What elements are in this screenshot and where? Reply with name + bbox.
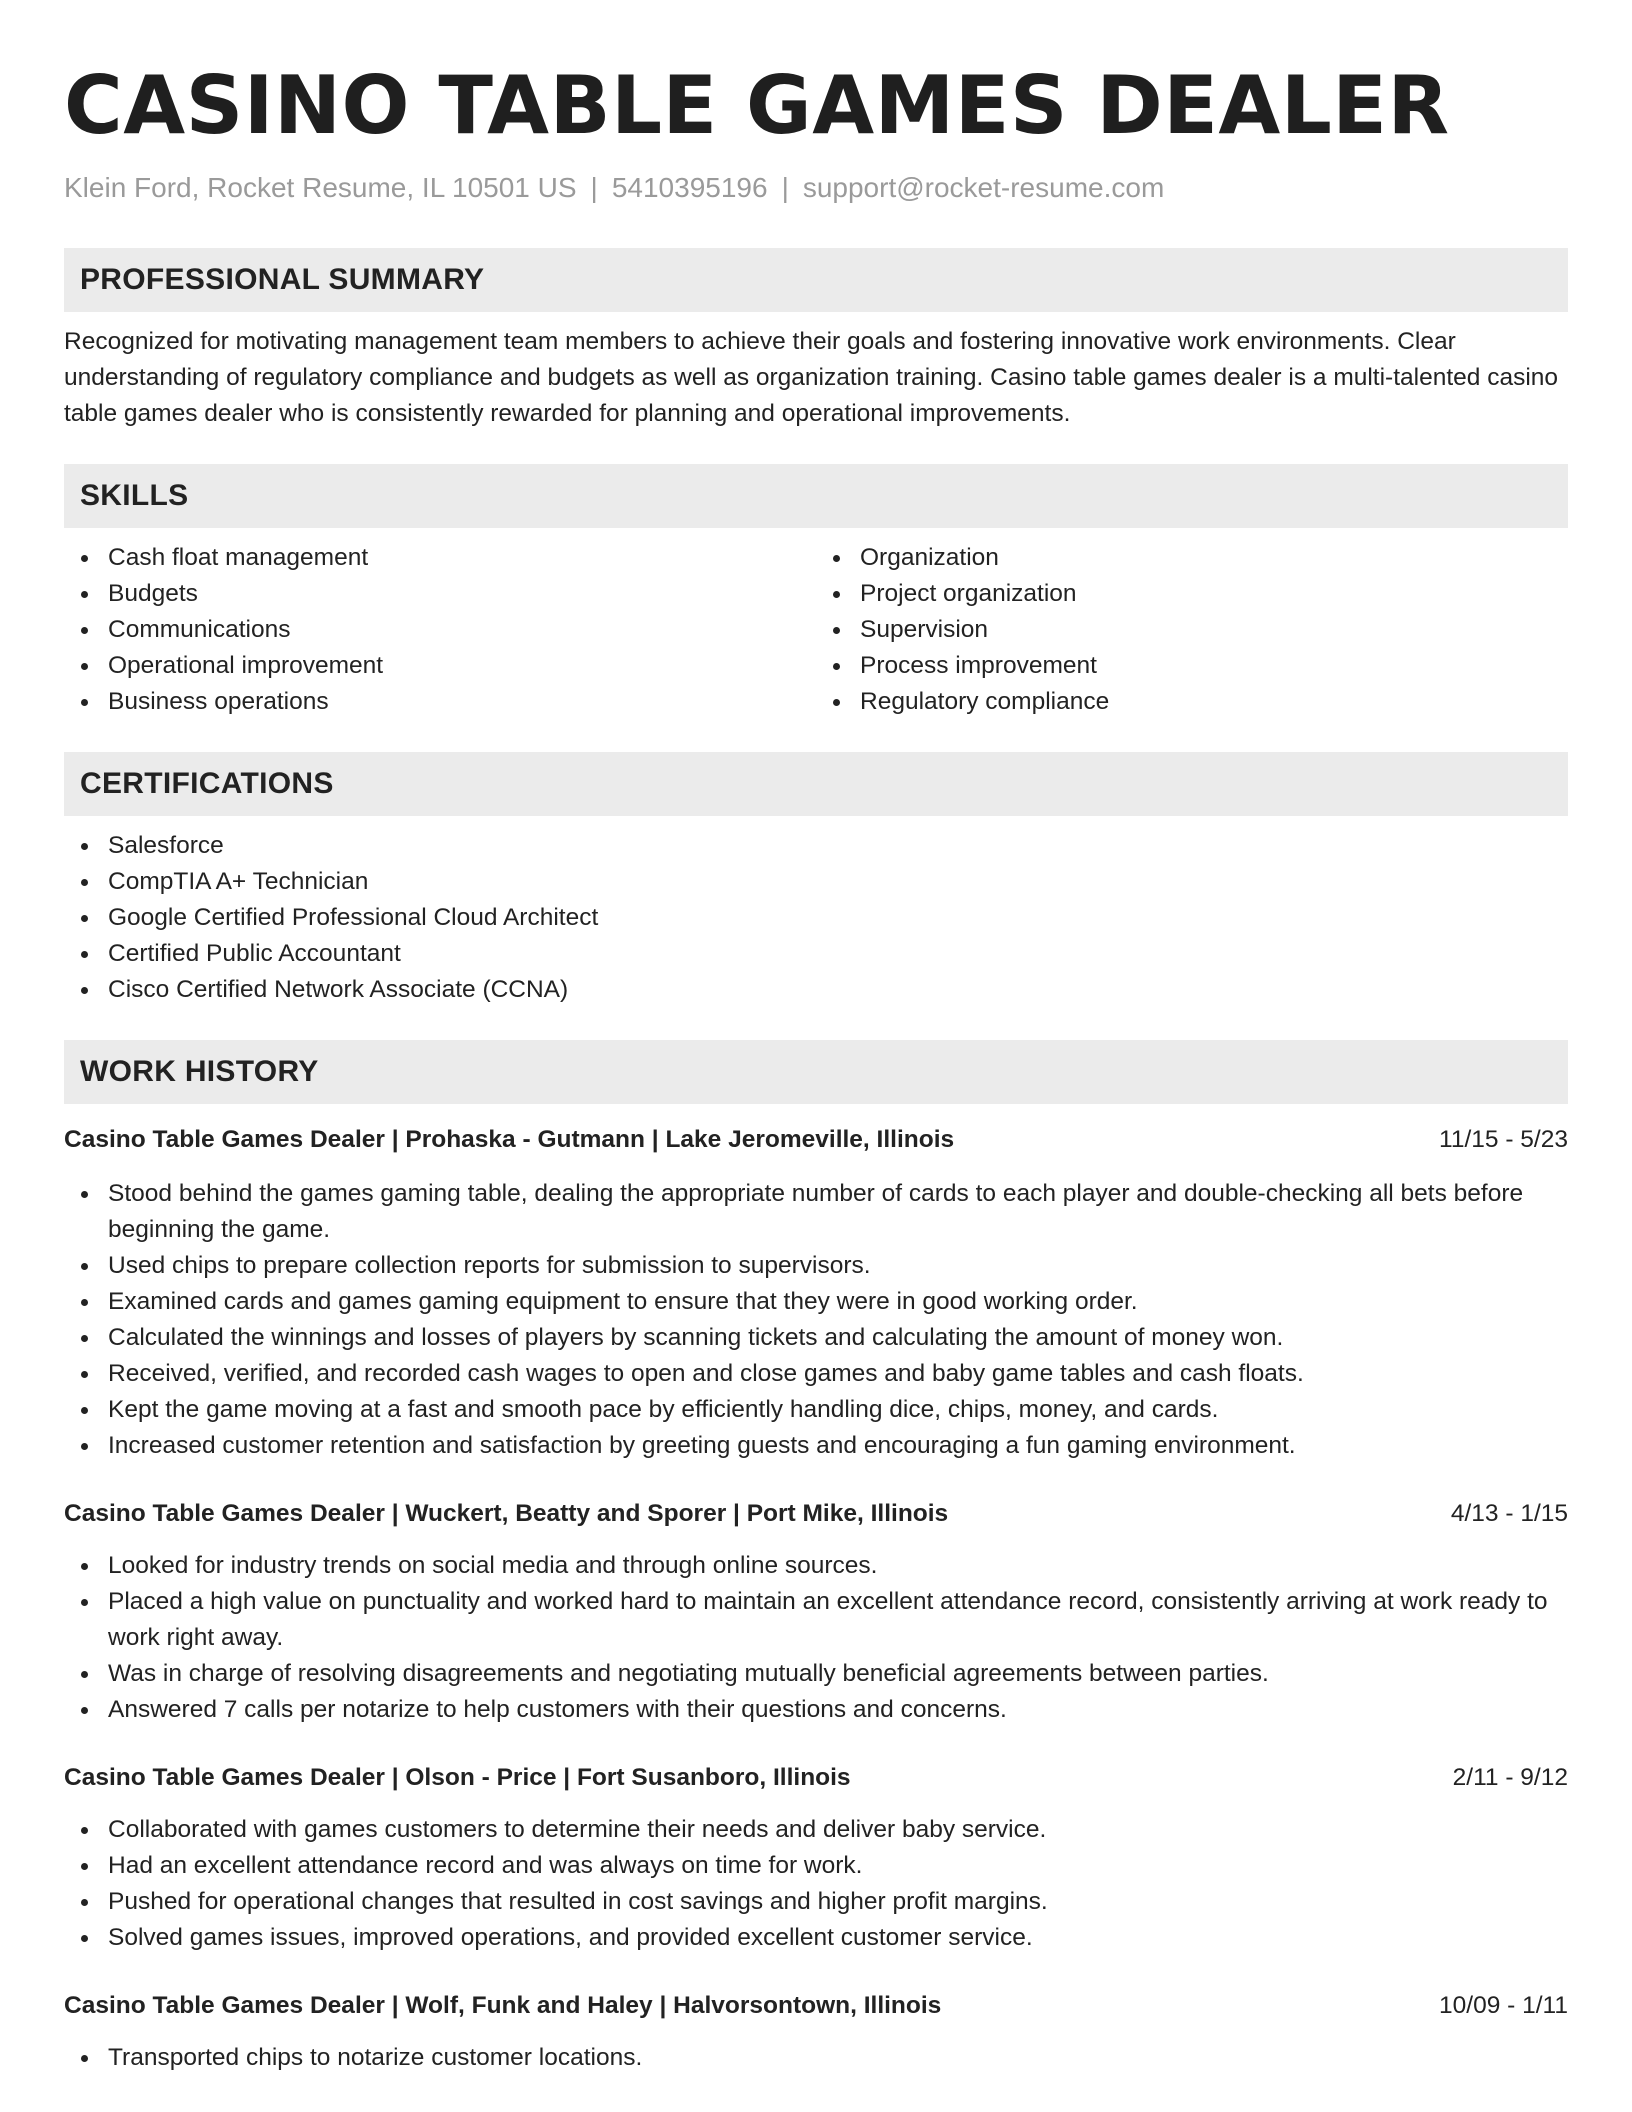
job-duties-list xyxy=(64,1176,1568,1464)
job-duty-item: Received, verified, and recorded cash wages to open and close games and baby game tables and cash floats. xyxy=(64,1356,1568,1392)
skills-heading: SKILLS xyxy=(64,464,1568,528)
contact-email: support@rocket-resume.com xyxy=(802,172,1165,203)
certification-item: Cisco Certified Network Associate (CCNA) xyxy=(64,972,1568,1008)
certifications-heading: CERTIFICATIONS xyxy=(64,752,1568,816)
skill-item: Budgets xyxy=(64,576,816,612)
work-history-heading: WORK HISTORY xyxy=(64,1040,1568,1104)
skills-list-left xyxy=(64,540,816,720)
certification-item: Certified Public Accountant xyxy=(64,936,1568,972)
certifications-list xyxy=(64,828,1568,1008)
job-duty-item: Used chips to prepare collection reports for submission to supervisors. xyxy=(64,1248,1568,1284)
skill-item: Regulatory compliance xyxy=(816,684,1568,720)
job-entry xyxy=(64,1760,1568,1956)
job-duty-item: Stood behind the games gaming table, dealing the appropriate number of cards to each player and double-checking all bets before beginning the game. xyxy=(64,1176,1568,1248)
job-duties-list xyxy=(64,1548,1568,1728)
certification-item: CompTIA A+ Technician xyxy=(64,864,1568,900)
job-duty-item: Pushed for operational changes that resulted in cost savings and higher profit margins. xyxy=(64,1884,1568,1920)
job-duty-item: Calculated the winnings and losses of players by scanning tickets and calculating the amount of money won. xyxy=(64,1320,1568,1356)
job-duty-item: Collaborated with games customers to determine their needs and deliver baby service. xyxy=(64,1812,1568,1848)
skills-column-left xyxy=(64,540,816,720)
skills-list-right xyxy=(816,540,1568,720)
summary-text: Recognized for motivating management team members to achieve their goals and fostering innovative work environments. Clear understanding of regulatory compliance and budgets as well as organization training. Casino table games dealer is a multi-talented casino table games dealer who is consistently rewarded for planning and operational improvements. xyxy=(64,328,1559,427)
skills-grid xyxy=(64,540,1568,720)
job-duty-item: Placed a high value on punctuality and worked hard to maintain an excellent attendance record, consistently arriving at work ready to work right away. xyxy=(64,1584,1568,1656)
skill-item: Organization xyxy=(816,540,1568,576)
job-header xyxy=(64,1988,1568,2024)
job-duties-list xyxy=(64,2040,1568,2076)
job-duty-item: Was in charge of resolving disagreements and negotiating mutually beneficial agreements between parties. xyxy=(64,1656,1568,1692)
skill-item: Supervision xyxy=(816,612,1568,648)
certification-item: Salesforce xyxy=(64,828,1568,864)
certification-item: Google Certified Professional Cloud Architect xyxy=(64,900,1568,936)
job-entry xyxy=(64,1496,1568,1728)
skill-item: Cash float management xyxy=(64,540,816,576)
job-header xyxy=(64,1496,1568,1532)
job-duty-item: Answered 7 calls per notarize to help customers with their questions and concerns. xyxy=(64,1692,1568,1728)
job-duty-item: Increased customer retention and satisfaction by greeting guests and encouraging a fun gaming environment. xyxy=(64,1428,1568,1464)
job-title: Casino Table Games Dealer | Wuckert, Beatty and Sporer | Port Mike, Illinois xyxy=(64,1500,949,1527)
skill-item: Project organization xyxy=(816,576,1568,612)
contact-phone: 5410395196 xyxy=(611,172,768,203)
job-title: Casino Table Games Dealer | Wolf, Funk and Haley | Halvorsontown, Illinois xyxy=(64,1992,942,2019)
job-dates: 11/15 - 5/23 xyxy=(1439,1126,1568,1153)
contact-address: Klein Ford, Rocket Resume, IL 10501 US xyxy=(64,172,577,203)
job-title: Casino Table Games Dealer | Olson - Price | Fort Susanboro, Illinois xyxy=(64,1764,851,1791)
contact-line xyxy=(64,168,1568,208)
summary-heading: PROFESSIONAL SUMMARY xyxy=(64,248,1568,312)
job-duty-item: Looked for industry trends on social media and through online sources. xyxy=(64,1548,1568,1584)
resume-title: CASINO TABLE GAMES DEALER xyxy=(64,59,1450,152)
job-dates: 10/09 - 1/11 xyxy=(1439,1992,1568,2019)
job-entry xyxy=(64,1122,1568,1464)
job-entry xyxy=(64,1988,1568,2076)
job-duty-item: Kept the game moving at a fast and smooth pace by efficiently handling dice, chips, money, and cards. xyxy=(64,1392,1568,1428)
job-duty-item: Transported chips to notarize customer locations. xyxy=(64,2040,1568,2076)
skills-column-right xyxy=(816,540,1568,720)
job-duty-item: Solved games issues, improved operations, and provided excellent customer service. xyxy=(64,1920,1568,1956)
job-header xyxy=(64,1122,1568,1158)
job-header xyxy=(64,1760,1568,1796)
skill-item: Process improvement xyxy=(816,648,1568,684)
skill-item: Business operations xyxy=(64,684,816,720)
job-dates: 2/11 - 9/12 xyxy=(1452,1764,1568,1791)
contact-separator: | xyxy=(590,172,598,203)
contact-separator: | xyxy=(781,172,789,203)
skill-item: Operational improvement xyxy=(64,648,816,684)
job-duty-item: Had an excellent attendance record and was always on time for work. xyxy=(64,1848,1568,1884)
job-title: Casino Table Games Dealer | Prohaska - Gutmann | Lake Jeromeville, Illinois xyxy=(64,1126,955,1153)
job-duty-item: Examined cards and games gaming equipment to ensure that they were in good working order. xyxy=(64,1284,1568,1320)
job-dates: 4/13 - 1/15 xyxy=(1450,1500,1568,1527)
job-duties-list xyxy=(64,1812,1568,1956)
skill-item: Communications xyxy=(64,612,816,648)
